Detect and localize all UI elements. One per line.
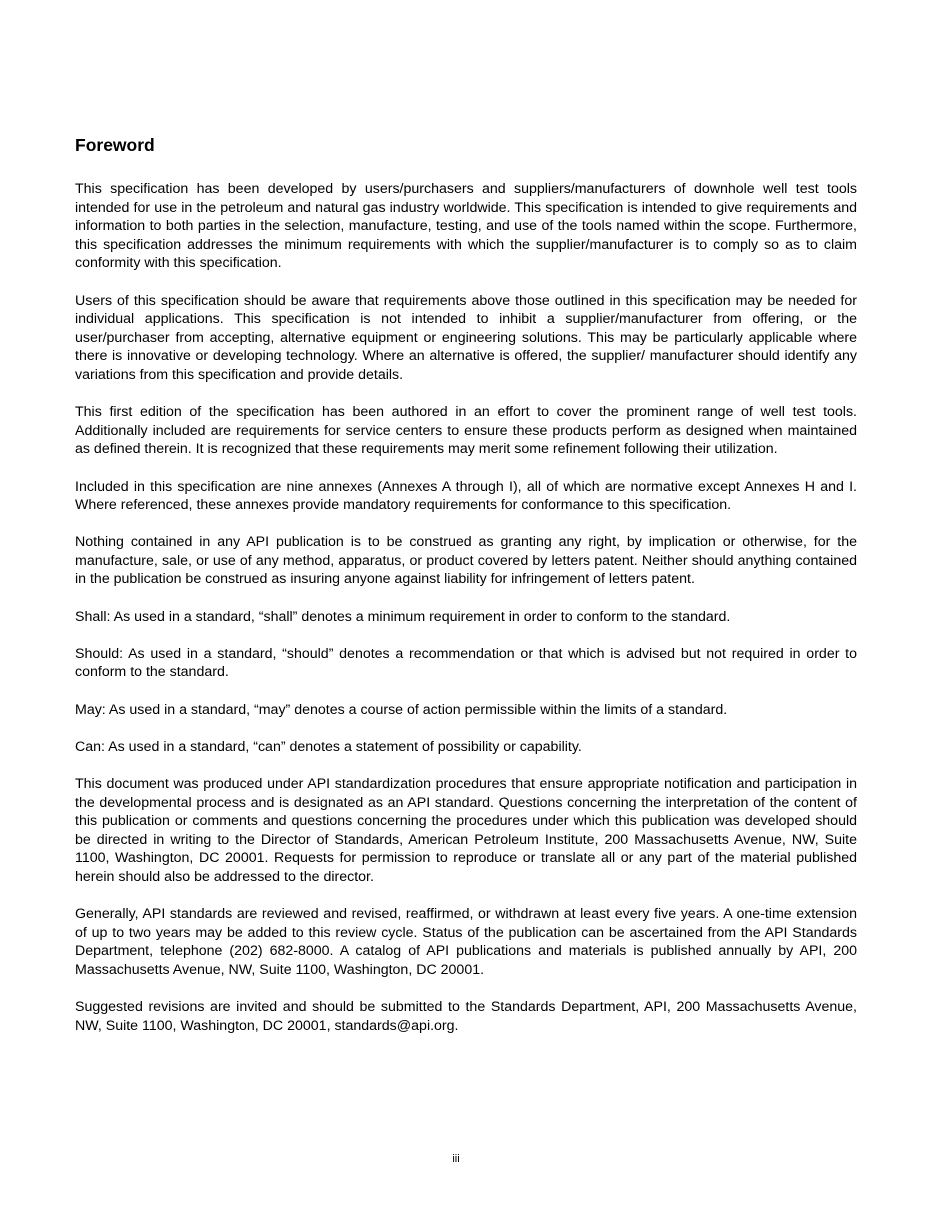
paragraph-should: Should: As used in a standard, “should” denotes a recommendation or that which is advised but not required in order to conform to the standard. — [75, 645, 857, 681]
paragraph-revisions: Suggested revisions are invited and should be submitted to the Standards Department, API, 200 Massachusetts Avenue, NW, Suite 1100, Washington, DC 20001, standards@api.org. — [75, 999, 857, 1034]
page-title: Foreword — [75, 135, 155, 155]
page-number: iii — [452, 1153, 460, 1165]
paragraph-can: Can: As used in a standard, “can” denotes a statement of possibility or capability. — [75, 738, 582, 755]
paragraph-procedures: This document was produced under API standardization procedures that ensure appropriate notification and participation in the developmental process and is designated as an API standard. Questions concerning the interpretation of the content of this publication or comments and questions concerning the procedures under which this publication was developed should be directed in writing to the Director of Standards, American Petroleum Institute, 200 Massachusetts Avenue, NW, Suite 1100, Washington, DC 20001. Requests for permission to reproduce or translate all or any part of the material published herein should also be addressed to the director. — [75, 776, 857, 885]
paragraph-purpose: This specification has been developed by users/purchasers and suppliers/manufacturers of downhole well test tools intended for use in the petroleum and natural gas industry worldwide. This specification is intended to give requirements and information to both parties in the selection, manufacture, testing, and use of the tools named within the scope. Furthermore, this specification addresses the minimum requirements with which the supplier/manufacturer is to comply so as to claim conformity with this specification. — [75, 181, 857, 272]
paragraph-first-edition: This first edition of the specification has been authored in an effort to cover the prominent range of well test tools. Additionally included are requirements for service centers to ensure these products perform as designed when maintained as defined therein. It is recognized that these requirements may merit some refinement following their utilization. — [75, 404, 857, 458]
paragraph-may: May: As used in a standard, “may” denotes a course of action permissible within the limits of a standard. — [75, 701, 728, 718]
paragraph-shall: Shall: As used in a standard, “shall” denotes a minimum requirement in order to conform to the standard. — [75, 608, 731, 625]
paragraph-review-cycle: Generally, API standards are reviewed and revised, reaffirmed, or withdrawn at least every five years. A one-time extension of up to two years may be added to this review cycle. Status of the publication can be ascertained from the API Standards Department, telephone (202) 682-8000. A catalog of API publications and materials is published annually by API, 200 Massachusetts Avenue, NW, Suite 1100, Washington, DC 20001. — [75, 906, 857, 978]
paragraph-alternatives: Users of this specification should be aware that requirements above those outlined in this specification may be needed for individual applications. This specification is not intended to inhibit a supplier/manufacturer from offering, or the user/purchaser from accepting, alternative equipment or engineering solutions. This may be particularly applicable where there is innovative or developing technology. Where an alternative is offered, the supplier/ manufacturer should identify any variations from this specification and provide details. — [75, 292, 857, 383]
paragraph-patents: Nothing contained in any API publication is to be construed as granting any right, by implication or otherwise, for the manufacture, sale, or use of any method, apparatus, or product covered by letters patent. Neither should anything contained in the publication be construed as insuring anyone against liability for infringement of letters patent. — [75, 534, 857, 588]
paragraph-annexes: Included in this specification are nine annexes (Annexes A through I), all of which are normative except Annexes H and I. Where referenced, these annexes provide mandatory requirements for conformance to this specification. — [75, 478, 857, 514]
foreword-page — [75, 134, 857, 1054]
